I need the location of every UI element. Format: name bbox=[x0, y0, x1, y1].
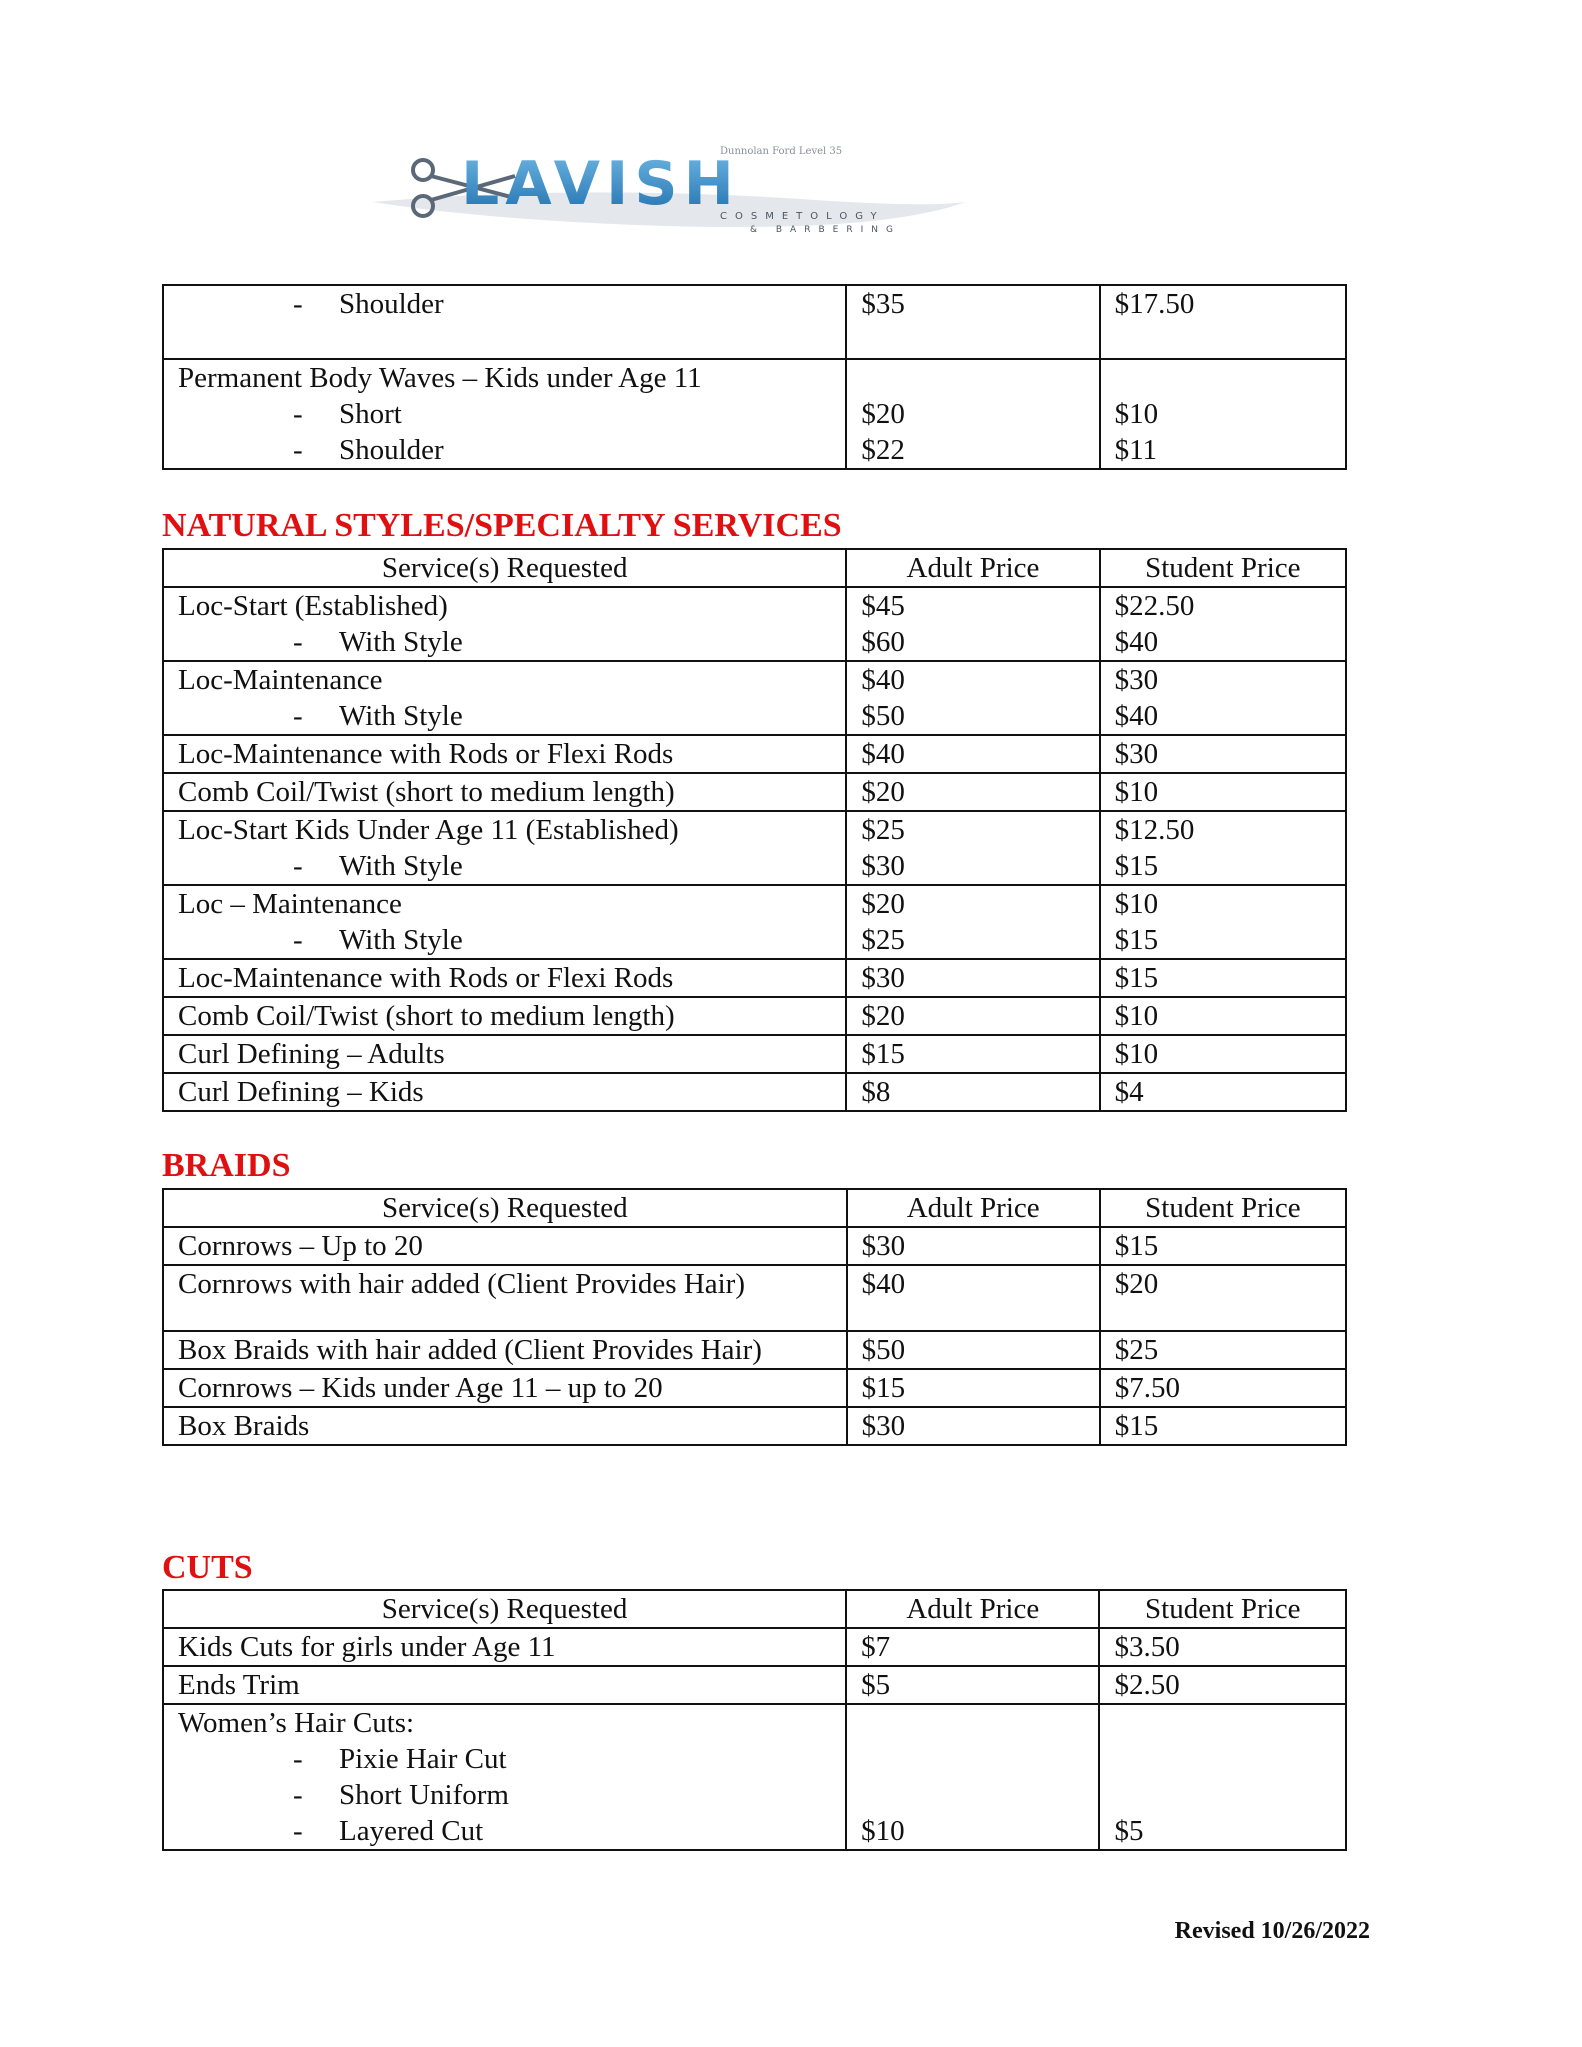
table-row bbox=[163, 359, 1346, 469]
student-price-cell bbox=[1100, 1331, 1346, 1369]
service-label: Box Braids with hair added (Client Provides Hair) bbox=[178, 1334, 762, 1366]
bullet-dash: - bbox=[293, 700, 303, 732]
adult-price: $25 bbox=[861, 814, 905, 846]
service-label: Comb Coil/Twist (short to medium length) bbox=[178, 1000, 675, 1032]
service-cell bbox=[163, 1704, 846, 1850]
service-label: Curl Defining – Kids bbox=[178, 1076, 424, 1108]
sub-service-item bbox=[178, 432, 831, 468]
service-label: Cornrows – Up to 20 bbox=[178, 1230, 423, 1262]
service-cell bbox=[163, 587, 846, 661]
student-price: $10 bbox=[1114, 1000, 1159, 1032]
sub-service-item bbox=[178, 1741, 831, 1777]
bullet-dash: - bbox=[293, 1743, 303, 1775]
service-cell bbox=[163, 1369, 847, 1407]
student-price: $40 bbox=[1114, 626, 1159, 658]
service-label: Loc-Maintenance with Rods or Flexi Rods bbox=[178, 962, 674, 994]
adult-price: $20 bbox=[861, 1000, 905, 1032]
student-price-cell bbox=[1099, 1628, 1346, 1666]
student-price-cell bbox=[1100, 587, 1346, 661]
service-cell bbox=[163, 1073, 846, 1111]
student-price-cell bbox=[1099, 1666, 1346, 1704]
student-price: $40 bbox=[1114, 700, 1159, 732]
adult-price-cell bbox=[847, 1265, 1100, 1331]
service-cell bbox=[163, 959, 846, 997]
adult-price: $40 bbox=[861, 664, 905, 696]
header-student-price: Student Price bbox=[1100, 549, 1346, 587]
student-price bbox=[1114, 1777, 1331, 1813]
adult-price bbox=[861, 1777, 1084, 1813]
sub-service-label: With Style bbox=[339, 924, 463, 956]
adult-price: $40 bbox=[861, 738, 905, 770]
service-cell bbox=[163, 1227, 847, 1265]
lavish-logo bbox=[365, 140, 1005, 240]
bullet-dash: - bbox=[293, 850, 303, 882]
header-service: Service(s) Requested bbox=[163, 549, 846, 587]
table-row bbox=[163, 661, 1346, 735]
logo-subtitle-1: COSMETOLOGY bbox=[720, 211, 885, 222]
adult-price-cell bbox=[846, 773, 1099, 811]
service-cell bbox=[163, 661, 846, 735]
adult-price: $5 bbox=[861, 1669, 891, 1701]
sub-service-label: Layered Cut bbox=[339, 1815, 484, 1847]
student-price: $15 bbox=[1114, 850, 1159, 882]
service-cell bbox=[163, 811, 846, 885]
bullet-dash: - bbox=[293, 1815, 303, 1847]
table-row bbox=[163, 1331, 1346, 1369]
sub-service-item bbox=[178, 922, 831, 958]
bullet-dash: - bbox=[293, 398, 303, 430]
sub-service-label: Pixie Hair Cut bbox=[339, 1743, 507, 1775]
adult-price-cell bbox=[846, 1035, 1099, 1073]
sub-service-item bbox=[178, 698, 831, 734]
bullet-dash: - bbox=[293, 626, 303, 658]
sub-service-label: Short bbox=[339, 398, 402, 430]
adult-price: $35 bbox=[861, 288, 905, 320]
student-price: $3.50 bbox=[1114, 1631, 1180, 1663]
student-price: $20 bbox=[1114, 1268, 1159, 1300]
logo-subtitle-2: & BARBERING bbox=[750, 225, 901, 235]
student-price: $15 bbox=[1114, 1230, 1159, 1262]
sub-service-item bbox=[178, 848, 831, 884]
student-price-cell bbox=[1100, 1035, 1346, 1073]
student-price: $25 bbox=[1114, 1334, 1159, 1366]
adult-price: $8 bbox=[861, 1076, 891, 1108]
header-adult-price: Adult Price bbox=[846, 1590, 1099, 1628]
service-cell bbox=[163, 1628, 846, 1666]
adult-price: $30 bbox=[861, 1230, 906, 1262]
adult-price: $10 bbox=[861, 1815, 905, 1847]
bullet-dash: - bbox=[293, 1779, 303, 1811]
section-title-natural-styles: NATURAL STYLES/SPECIALTY SERVICES bbox=[162, 507, 842, 544]
sub-service-label: Short Uniform bbox=[339, 1779, 509, 1811]
service-cell bbox=[163, 285, 846, 359]
student-price: $2.50 bbox=[1114, 1669, 1180, 1701]
student-price-cell bbox=[1100, 285, 1346, 359]
service-label: Ends Trim bbox=[178, 1669, 300, 1701]
logo-name: LAVISH bbox=[461, 149, 740, 219]
bullet-dash: - bbox=[293, 924, 303, 956]
adult-price-cell bbox=[846, 285, 1099, 359]
adult-price-cell bbox=[847, 1369, 1100, 1407]
student-price: $11 bbox=[1114, 434, 1158, 466]
service-label: Loc-Maintenance bbox=[178, 664, 383, 696]
student-price-cell bbox=[1100, 661, 1346, 735]
adult-price-cell bbox=[846, 587, 1099, 661]
student-price: $17.50 bbox=[1114, 288, 1195, 320]
student-price: $30 bbox=[1114, 664, 1159, 696]
student-price: $12.50 bbox=[1114, 814, 1195, 846]
adult-price bbox=[861, 1741, 1084, 1777]
adult-price: $15 bbox=[861, 1372, 906, 1404]
student-price-cell bbox=[1100, 811, 1346, 885]
table-row bbox=[163, 1666, 1346, 1704]
student-price bbox=[1114, 1741, 1331, 1777]
adult-price: $30 bbox=[861, 850, 905, 882]
student-price-cell bbox=[1100, 959, 1346, 997]
sub-service-label: With Style bbox=[339, 700, 463, 732]
header-row bbox=[163, 1189, 1346, 1227]
revised-date: Revised 10/26/2022 bbox=[1174, 1918, 1370, 1944]
sub-service-item bbox=[178, 396, 831, 432]
adult-price-cell bbox=[847, 1331, 1100, 1369]
cuts-table bbox=[162, 1589, 1347, 1851]
service-label: Kids Cuts for girls under Age 11 bbox=[178, 1631, 556, 1663]
table-row bbox=[163, 1073, 1346, 1111]
header-adult-price: Adult Price bbox=[847, 1189, 1100, 1227]
header-row bbox=[163, 549, 1346, 587]
adult-price-cell bbox=[846, 959, 1099, 997]
adult-price: $60 bbox=[861, 626, 905, 658]
table-row bbox=[163, 1407, 1346, 1445]
adult-price: $15 bbox=[861, 1038, 905, 1070]
student-price-cell bbox=[1100, 735, 1346, 773]
service-cell bbox=[163, 1035, 846, 1073]
table-row bbox=[163, 587, 1346, 661]
service-label: Women’s Hair Cuts: bbox=[178, 1707, 415, 1739]
table-row bbox=[163, 1628, 1346, 1666]
bullet-dash: - bbox=[293, 434, 303, 466]
sub-service-item bbox=[178, 1813, 831, 1849]
student-price-cell bbox=[1100, 1265, 1346, 1331]
service-label: Box Braids bbox=[178, 1410, 310, 1442]
service-cell bbox=[163, 1407, 847, 1445]
adult-price-cell bbox=[846, 1073, 1099, 1111]
adult-price: $20 bbox=[861, 398, 905, 430]
table-row bbox=[163, 773, 1346, 811]
section-title-braids: BRAIDS bbox=[162, 1147, 291, 1184]
service-label: Cornrows with hair added (Client Provides Hair) bbox=[178, 1268, 746, 1300]
student-price: $15 bbox=[1114, 962, 1159, 994]
adult-price-cell bbox=[846, 1666, 1099, 1704]
header-service: Service(s) Requested bbox=[163, 1189, 847, 1227]
student-price: $4 bbox=[1114, 1076, 1144, 1108]
service-label: Cornrows – Kids under Age 11 – up to 20 bbox=[178, 1372, 663, 1404]
adult-price-cell bbox=[846, 997, 1099, 1035]
adult-price-cell bbox=[846, 359, 1099, 469]
natural-styles-table bbox=[162, 548, 1347, 1112]
adult-price: $20 bbox=[861, 776, 905, 808]
service-cell bbox=[163, 1265, 847, 1331]
header-student-price: Student Price bbox=[1100, 1189, 1346, 1227]
adult-price bbox=[861, 360, 1084, 396]
service-cell bbox=[163, 1331, 847, 1369]
adult-price: $22 bbox=[861, 434, 905, 466]
adult-price-cell bbox=[846, 1704, 1099, 1850]
table-row bbox=[163, 1369, 1346, 1407]
table-row bbox=[163, 997, 1346, 1035]
service-cell bbox=[163, 359, 846, 469]
student-price-cell bbox=[1100, 1369, 1346, 1407]
adult-price: $25 bbox=[861, 924, 905, 956]
student-price: $5 bbox=[1114, 1815, 1144, 1847]
sub-service-item bbox=[178, 1777, 831, 1813]
adult-price: $30 bbox=[861, 1410, 906, 1442]
braids-table bbox=[162, 1188, 1347, 1446]
student-price: $15 bbox=[1114, 924, 1159, 956]
service-cell bbox=[163, 997, 846, 1035]
service-cell bbox=[163, 773, 846, 811]
table-row bbox=[163, 885, 1346, 959]
student-price: $30 bbox=[1114, 738, 1159, 770]
adult-price: $45 bbox=[861, 590, 905, 622]
student-price-cell bbox=[1100, 773, 1346, 811]
adult-price: $50 bbox=[861, 700, 905, 732]
service-cell bbox=[163, 885, 846, 959]
table-row bbox=[163, 1704, 1346, 1850]
adult-price: $7 bbox=[861, 1631, 891, 1663]
table-row bbox=[163, 959, 1346, 997]
adult-price: $40 bbox=[861, 1268, 906, 1300]
student-price: $22.50 bbox=[1114, 590, 1195, 622]
student-price bbox=[1114, 1705, 1331, 1741]
student-price-cell bbox=[1100, 885, 1346, 959]
adult-price: $30 bbox=[861, 962, 905, 994]
adult-price-cell bbox=[847, 1227, 1100, 1265]
service-label: Permanent Body Waves – Kids under Age 11 bbox=[178, 362, 702, 394]
student-price: $10 bbox=[1114, 776, 1159, 808]
header-service: Service(s) Requested bbox=[163, 1590, 846, 1628]
student-price-cell bbox=[1099, 1704, 1346, 1850]
student-price-cell bbox=[1100, 1073, 1346, 1111]
header-student-price: Student Price bbox=[1099, 1590, 1346, 1628]
service-label: Loc-Maintenance with Rods or Flexi Rods bbox=[178, 738, 674, 770]
student-price: $7.50 bbox=[1114, 1372, 1180, 1404]
table-row bbox=[163, 1265, 1346, 1331]
student-price-cell bbox=[1100, 997, 1346, 1035]
table-row bbox=[163, 1035, 1346, 1073]
student-price-cell bbox=[1100, 359, 1346, 469]
service-label: Curl Defining – Adults bbox=[178, 1038, 445, 1070]
student-price: $10 bbox=[1114, 1038, 1159, 1070]
adult-price bbox=[861, 1705, 1084, 1741]
student-price-cell bbox=[1100, 1227, 1346, 1265]
adult-price-cell bbox=[846, 1628, 1099, 1666]
continued-price-table bbox=[162, 284, 1347, 470]
student-price: $10 bbox=[1114, 398, 1159, 430]
student-price bbox=[1115, 360, 1331, 396]
adult-price: $20 bbox=[861, 888, 905, 920]
table-row bbox=[163, 1227, 1346, 1265]
table-row bbox=[163, 811, 1346, 885]
logo-tagline: Dunnolan Ford Level 35 bbox=[720, 146, 843, 157]
adult-price-cell bbox=[847, 1407, 1100, 1445]
bullet-dash: - bbox=[293, 288, 303, 320]
service-label: Comb Coil/Twist (short to medium length) bbox=[178, 776, 675, 808]
sub-service-item bbox=[178, 624, 831, 660]
service-cell bbox=[163, 735, 846, 773]
sub-service-label: With Style bbox=[339, 850, 463, 882]
section-title-cuts: CUTS bbox=[162, 1549, 253, 1586]
service-label: Loc-Start (Established) bbox=[178, 590, 448, 622]
adult-price-cell bbox=[846, 661, 1099, 735]
adult-price-cell bbox=[846, 885, 1099, 959]
table-row bbox=[163, 285, 1346, 359]
sub-service-item bbox=[178, 286, 831, 322]
header-adult-price: Adult Price bbox=[846, 549, 1099, 587]
sub-service-label: Shoulder bbox=[339, 434, 444, 466]
adult-price: $50 bbox=[861, 1334, 906, 1366]
service-label: Loc – Maintenance bbox=[178, 888, 402, 920]
service-cell bbox=[163, 1666, 846, 1704]
adult-price-cell bbox=[846, 735, 1099, 773]
adult-price-cell bbox=[846, 811, 1099, 885]
service-label: Loc-Start Kids Under Age 11 (Established) bbox=[178, 814, 679, 846]
logo-graphic bbox=[365, 140, 1005, 240]
header-row bbox=[163, 1590, 1346, 1628]
sub-service-label: With Style bbox=[339, 626, 463, 658]
sub-service-label: Shoulder bbox=[339, 288, 444, 320]
table-row bbox=[163, 735, 1346, 773]
student-price-cell bbox=[1100, 1407, 1346, 1445]
student-price: $10 bbox=[1114, 888, 1159, 920]
student-price: $15 bbox=[1114, 1410, 1159, 1442]
